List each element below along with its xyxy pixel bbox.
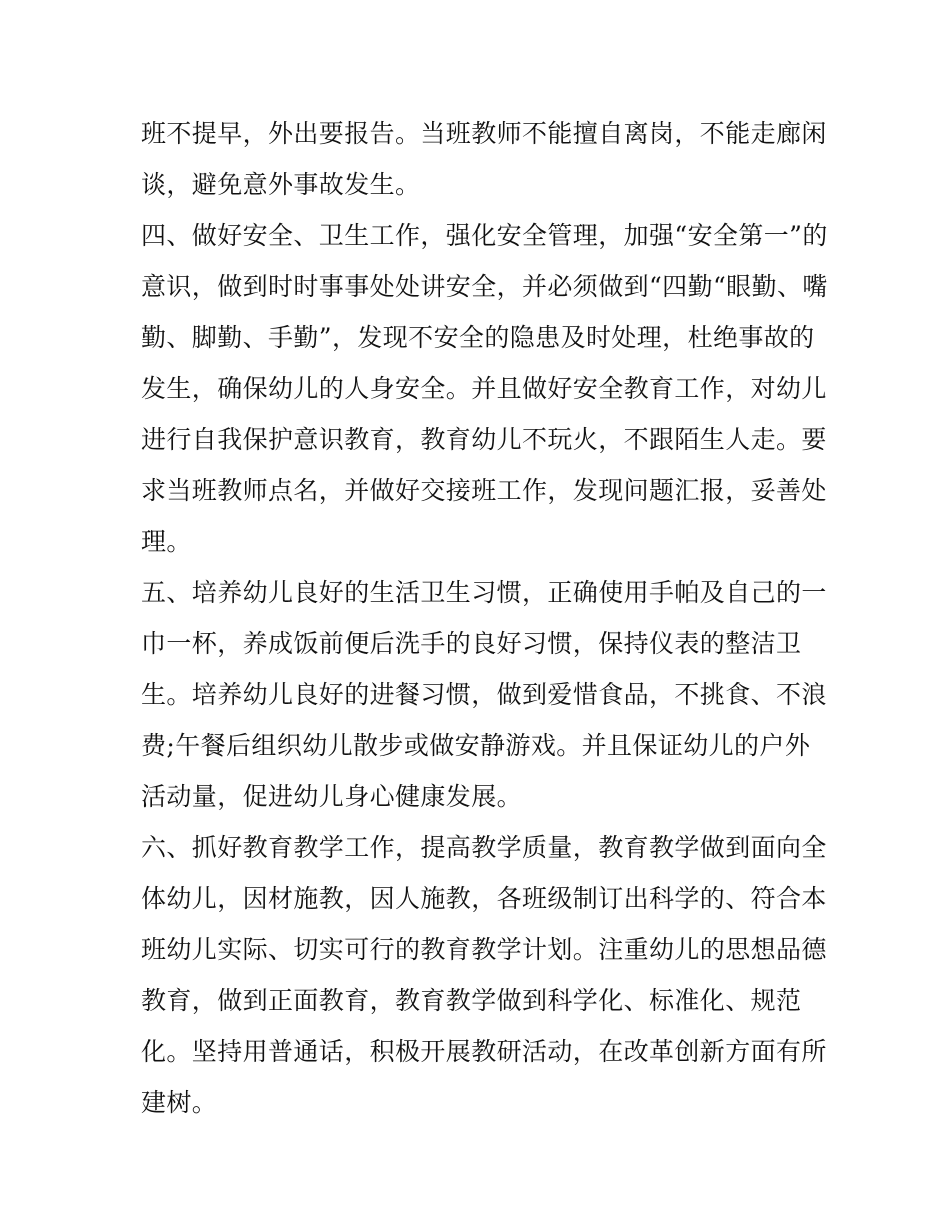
text-line: 体幼儿，因材施教，因人施教，各班级制订出科学的、符合本 (141, 884, 827, 913)
text-line: 巾一杯，养成饭前便后洗手的良好习惯，保持仪表的整洁卫 (141, 629, 802, 658)
text-line: 理。 (141, 527, 192, 556)
text-line: 化。坚持用普通话，积极开展教研活动，在改革创新方面有所 (141, 1037, 827, 1066)
text-line: 进行自我保护意识教育，教育幼儿不玩火，不跟陌生人走。要 (141, 425, 827, 454)
text-line: 活动量，促进幼儿身心健康发展。 (141, 782, 523, 811)
document-body (141, 108, 828, 1128)
text-line: 四、做好安全、卫生工作，强化安全管理，加强“安全第一”的 (141, 221, 828, 250)
text-line: 教育，做到正面教育，教育教学做到科学化、标准化、规范 (141, 986, 802, 1015)
text-line: 求当班教师点名，并做好交接班工作，发现问题汇报，妥善处 (141, 476, 827, 505)
text-line: 班不提早，外出要报告。当班教师不能擅自离岗，不能走廊闲 (141, 119, 827, 148)
text-line: 六、抓好教育教学工作，提高教学质量，教育教学做到面向全 (141, 833, 827, 862)
text-line: 发生，确保幼儿的人身安全。并且做好安全教育工作，对幼儿 (141, 374, 827, 403)
text-line: 班幼儿实际、切实可行的教育教学计划。注重幼儿的思想品德 (141, 935, 827, 964)
text-line: 费;午餐后组织幼儿散步或做安静游戏。并且保证幼儿的户外 (141, 731, 811, 760)
text-line: 五、培养幼儿良好的生活卫生习惯，正确使用手帕及自己的一 (141, 578, 827, 607)
text-line: 建树。 (141, 1088, 218, 1117)
text-line: 谈，避免意外事故发生。 (141, 170, 421, 199)
text-line: 生。培养幼儿良好的进餐习惯，做到爱惜食品，不挑食、不浪 (141, 680, 827, 709)
text-line: 勤、脚勤、手勤”，发现不安全的隐患及时处理，杜绝事故的 (141, 323, 815, 352)
text-line: 意识，做到时时事事处处讲安全，并必须做到“四勤“眼勤、嘴 (141, 272, 828, 301)
